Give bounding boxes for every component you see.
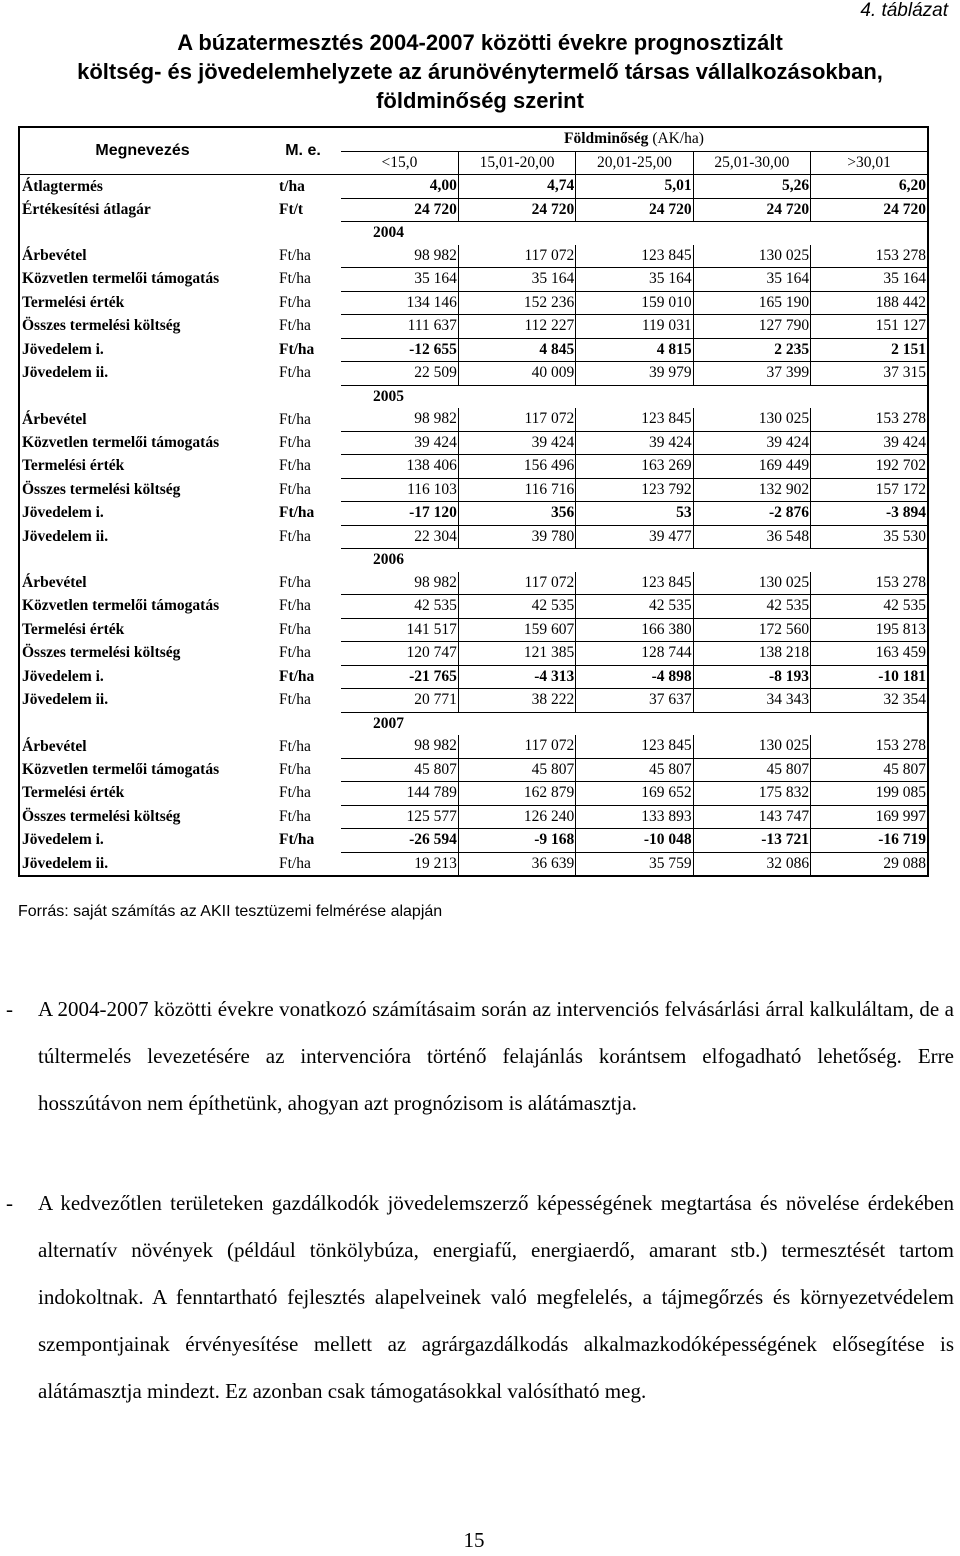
value-cell: 144 789 [341, 782, 458, 806]
value-cell: 36 639 [458, 852, 575, 876]
value-cell: 35 530 [811, 525, 928, 549]
title-line: földminőség szerint [376, 88, 584, 113]
table-row [19, 362, 928, 386]
value-cell: -9 168 [458, 829, 575, 853]
value-cell: 98 982 [341, 408, 458, 431]
value-cell: 4,00 [341, 175, 458, 199]
row-unit: Ft/ha [279, 293, 311, 311]
value-cell: 117 072 [458, 408, 575, 431]
row-label: Jövedelem i. [19, 665, 265, 689]
value-cell: 34 343 [693, 689, 810, 713]
value-cell: 116 716 [458, 478, 575, 502]
value-cell: 37 315 [811, 362, 928, 386]
row-label: Árbevétel [19, 408, 265, 431]
value-cell: 117 072 [458, 245, 575, 268]
table-row [19, 502, 928, 526]
row-unit: Ft/ha [279, 527, 311, 545]
value-cell: 35 164 [811, 268, 928, 292]
value-cell: -12 655 [341, 338, 458, 362]
value-cell: 153 278 [811, 572, 928, 595]
value-cell: 20 771 [341, 689, 458, 713]
year-section-header [19, 549, 928, 572]
value-cell: 123 845 [576, 735, 693, 758]
value-cell: 98 982 [341, 735, 458, 758]
value-cell: 42 535 [693, 595, 810, 619]
table-row [19, 408, 928, 431]
value-cell: 153 278 [811, 245, 928, 268]
value-cell: 39 424 [693, 431, 810, 455]
value-cell: -2 876 [693, 502, 810, 526]
value-cell: 157 172 [811, 478, 928, 502]
row-label: Árbevétel [19, 572, 265, 595]
paragraph-text: A 2004-2007 közötti évekre vonatkozó számításaim során az intervenciós felvásárlási árral kalkuláltam, de a túltermelés levezetésére az intervencióra történő felajánlás korántsem elfogadható lehetőség. Erre hosszútávon nem építhetünk, ahogyan azt prognózisom is alátámasztja. [38, 997, 954, 1115]
table-row [19, 595, 928, 619]
value-cell: 117 072 [458, 572, 575, 595]
value-cell: -13 721 [693, 829, 810, 853]
value-cell: 35 759 [576, 852, 693, 876]
row-label: Közvetlen termelői támogatás [19, 431, 265, 455]
value-cell: 195 813 [811, 618, 928, 642]
table-row [19, 735, 928, 758]
header-row-group [19, 127, 928, 151]
value-cell: 163 459 [811, 642, 928, 666]
value-cell: 45 807 [458, 758, 575, 782]
row-label: Közvetlen termelői támogatás [19, 758, 265, 782]
table-row [19, 642, 928, 666]
table-row [19, 782, 928, 806]
value-cell: 120 747 [341, 642, 458, 666]
value-cell: 38 222 [458, 689, 575, 713]
data-table [18, 126, 929, 877]
table-row [19, 665, 928, 689]
value-cell: 32 086 [693, 852, 810, 876]
header-name: Megnevezés [19, 127, 265, 175]
row-label: Összes termelési költség [19, 642, 265, 666]
header-soil-quality [341, 127, 928, 151]
value-cell: 125 577 [341, 805, 458, 829]
row-label: Jövedelem ii. [19, 852, 265, 876]
row-label: Jövedelem i. [19, 502, 265, 526]
value-cell: 169 997 [811, 805, 928, 829]
table-row [19, 689, 928, 713]
row-unit: Ft/ha [279, 574, 311, 591]
row-unit: Ft/ha [279, 504, 315, 522]
table-row [19, 245, 928, 268]
table-title [0, 28, 960, 115]
value-cell: 45 807 [576, 758, 693, 782]
value-cell: 128 744 [576, 642, 693, 666]
table-row [19, 572, 928, 595]
value-cell: 119 031 [576, 315, 693, 339]
value-cell: -16 719 [811, 829, 928, 853]
value-cell: 123 792 [576, 478, 693, 502]
row-unit: Ft/ha [279, 433, 311, 451]
value-cell: 127 790 [693, 315, 810, 339]
row-unit: Ft/ha [279, 760, 311, 778]
year-spacer [19, 222, 341, 245]
paragraph [0, 1180, 960, 1415]
row-unit: Ft/ha [279, 364, 311, 382]
value-cell: 45 807 [811, 758, 928, 782]
table-row [19, 431, 928, 455]
range-header: <15,0 [341, 151, 458, 175]
row-label: Összes termelési költség [19, 478, 265, 502]
table-row [19, 852, 928, 876]
year-label: 2006 [341, 549, 928, 572]
row-label: Árbevétel [19, 735, 265, 758]
value-cell: 163 269 [576, 455, 693, 479]
value-cell: -10 048 [576, 829, 693, 853]
range-header: 25,01-30,00 [693, 151, 810, 175]
value-cell: -3 894 [811, 502, 928, 526]
row-unit: Ft/ha [279, 620, 311, 638]
table-row [19, 291, 928, 315]
value-cell: 4,74 [458, 175, 575, 199]
value-cell: -26 594 [341, 829, 458, 853]
year-section-header [19, 385, 928, 408]
row-label: Közvetlen termelői támogatás [19, 268, 265, 292]
value-cell: 39 424 [576, 431, 693, 455]
value-cell: 162 879 [458, 782, 575, 806]
value-cell: 24 720 [693, 198, 810, 222]
row-label: Árbevétel [19, 245, 265, 268]
value-cell: 42 535 [341, 595, 458, 619]
row-label: Jövedelem ii. [19, 362, 265, 386]
value-cell: 133 893 [576, 805, 693, 829]
value-cell: 123 845 [576, 572, 693, 595]
row-unit: Ft/ha [279, 457, 311, 475]
source-note: Forrás: saját számítás az AKII tesztüzemi felmérése alapján [18, 903, 443, 920]
value-cell: -21 765 [341, 665, 458, 689]
table-row [19, 758, 928, 782]
header-unit: M. e. [265, 127, 341, 175]
table-row [19, 175, 928, 199]
value-cell: 132 902 [693, 478, 810, 502]
row-label: Jövedelem i. [19, 829, 265, 853]
value-cell: 138 218 [693, 642, 810, 666]
value-cell: 35 164 [458, 268, 575, 292]
value-cell: 40 009 [458, 362, 575, 386]
row-label: Átlagtermés [19, 175, 265, 199]
value-cell: 165 190 [693, 291, 810, 315]
row-unit: Ft/ha [279, 644, 311, 662]
table-row [19, 478, 928, 502]
value-cell: 2 151 [811, 338, 928, 362]
year-label: 2007 [341, 712, 928, 735]
value-cell: 5,26 [693, 175, 810, 199]
value-cell: -8 193 [693, 665, 810, 689]
value-cell: 153 278 [811, 735, 928, 758]
range-header: 20,01-25,00 [576, 151, 693, 175]
value-cell: 32 354 [811, 689, 928, 713]
paragraph-dash: - [6, 997, 13, 1021]
value-cell: 39 424 [811, 431, 928, 455]
year-label: 2005 [341, 385, 928, 408]
value-cell: 24 720 [576, 198, 693, 222]
value-cell: 24 720 [458, 198, 575, 222]
value-cell: 123 845 [576, 408, 693, 431]
value-cell: 42 535 [458, 595, 575, 619]
row-unit: Ft/ha [265, 852, 341, 876]
paragraph-dash: - [6, 1191, 13, 1215]
value-cell: 35 164 [341, 268, 458, 292]
value-cell: 112 227 [458, 315, 575, 339]
value-cell: 159 607 [458, 618, 575, 642]
value-cell: 153 278 [811, 408, 928, 431]
row-label: Jövedelem ii. [19, 525, 265, 549]
row-unit: Ft/ha [279, 597, 311, 615]
value-cell: 199 085 [811, 782, 928, 806]
row-unit: Ft/ha [279, 737, 311, 755]
value-cell: 169 449 [693, 455, 810, 479]
value-cell: 29 088 [811, 852, 928, 876]
row-label: Termelési érték [19, 618, 265, 642]
value-cell: 130 025 [693, 735, 810, 758]
row-unit: Ft/ha [279, 317, 311, 335]
table-row [19, 315, 928, 339]
value-cell: 141 517 [341, 618, 458, 642]
value-cell: 356 [458, 502, 575, 526]
row-unit: Ft/ha [279, 807, 311, 825]
row-unit: Ft/ha [279, 784, 311, 802]
value-cell: 2 235 [693, 338, 810, 362]
row-unit: Ft/ha [279, 340, 315, 358]
table-row [19, 829, 928, 853]
row-unit: Ft/ha [279, 247, 311, 264]
value-cell: 126 240 [458, 805, 575, 829]
page-number: 15 [463, 1528, 485, 1552]
table-row [19, 338, 928, 362]
row-unit: Ft/ha [279, 667, 315, 685]
header-group-bold: Földminőség [564, 130, 649, 148]
row-label: Összes termelési költség [19, 805, 265, 829]
value-cell: 175 832 [693, 782, 810, 806]
value-cell: 39 979 [576, 362, 693, 386]
table-row [19, 455, 928, 479]
value-cell: 123 845 [576, 245, 693, 268]
title-line: költség- és jövedelemhelyzete az árunövénytermelő társas vállalkozásokban, [77, 59, 883, 84]
value-cell: 98 982 [341, 572, 458, 595]
value-cell: 130 025 [693, 572, 810, 595]
value-cell: 138 406 [341, 455, 458, 479]
table-row [19, 618, 928, 642]
value-cell: 130 025 [693, 245, 810, 268]
table-row [19, 198, 928, 222]
value-cell: 39 780 [458, 525, 575, 549]
value-cell: 143 747 [693, 805, 810, 829]
value-cell: 192 702 [811, 455, 928, 479]
row-unit: Ft/t [279, 200, 304, 218]
table-number-label: 4. táblázat [860, 0, 948, 21]
value-cell: 53 [576, 502, 693, 526]
range-header: 15,01-20,00 [458, 151, 575, 175]
value-cell: 35 164 [693, 268, 810, 292]
value-cell: 24 720 [341, 198, 458, 222]
value-cell: 169 652 [576, 782, 693, 806]
value-cell: 134 146 [341, 291, 458, 315]
value-cell: 172 560 [693, 618, 810, 642]
row-label: Értékesítési átlagár [19, 198, 265, 222]
row-label: Termelési érték [19, 455, 265, 479]
row-label: Jövedelem i. [19, 338, 265, 362]
value-cell: 117 072 [458, 735, 575, 758]
value-cell: 116 103 [341, 478, 458, 502]
value-cell: 24 720 [811, 198, 928, 222]
table-row [19, 268, 928, 292]
paragraph [0, 986, 960, 1127]
value-cell: 4 815 [576, 338, 693, 362]
row-label: Termelési érték [19, 291, 265, 315]
row-label: Jövedelem ii. [19, 689, 265, 713]
row-label: Közvetlen termelői támogatás [19, 595, 265, 619]
value-cell: 152 236 [458, 291, 575, 315]
row-unit: Ft/ha [279, 480, 311, 498]
value-cell: 37 399 [693, 362, 810, 386]
value-cell: 22 509 [341, 362, 458, 386]
value-cell: 39 477 [576, 525, 693, 549]
row-label: Termelési érték [19, 782, 265, 806]
value-cell: -10 181 [811, 665, 928, 689]
value-cell: 19 213 [341, 852, 458, 876]
year-spacer [19, 385, 341, 408]
row-unit: t/ha [279, 177, 305, 195]
year-spacer [19, 712, 341, 735]
table-row [19, 805, 928, 829]
range-header: >30,01 [811, 151, 928, 175]
value-cell: 151 127 [811, 315, 928, 339]
row-label: Összes termelési költség [19, 315, 265, 339]
row-unit: Ft/ha [279, 691, 311, 709]
value-cell: 4 845 [458, 338, 575, 362]
value-cell: 35 164 [576, 268, 693, 292]
value-cell: -4 898 [576, 665, 693, 689]
value-cell: 121 385 [458, 642, 575, 666]
value-cell: 39 424 [458, 431, 575, 455]
table-row [19, 525, 928, 549]
value-cell: 111 637 [341, 315, 458, 339]
paragraph-text: A kedvezőtlen területeken gazdálkodók jövedelemszerző képességének megtartása és növelése érdekében alternatív növények (például tönkölybúza, energiafű, energiaerdő, amarant stb.) termesztését tartom indokoltnak. A fenntartható fejlesztés alapelveinek való megfelelés, a tájmegőrzés és környezetvédelem szempontjainak érvényesítése mellett az agrárgazdálkodás alkalmazkodóképességének elősegítése is alátámasztja mindezt. Ez azonban csak támogatásokkal valósítható meg. [38, 1191, 954, 1403]
value-cell: 37 637 [576, 689, 693, 713]
value-cell: 6,20 [811, 175, 928, 199]
value-cell: 36 548 [693, 525, 810, 549]
value-cell: 98 982 [341, 245, 458, 268]
value-cell: 45 807 [341, 758, 458, 782]
year-spacer [19, 549, 341, 572]
value-cell: -4 313 [458, 665, 575, 689]
year-section-header [19, 222, 928, 245]
value-cell: 42 535 [811, 595, 928, 619]
header-group-unit: (AK/ha) [648, 130, 704, 148]
value-cell: 156 496 [458, 455, 575, 479]
value-cell: 166 380 [576, 618, 693, 642]
value-cell: 130 025 [693, 408, 810, 431]
title-line: A búzatermesztés 2004-2007 közötti évekre prognosztizált [177, 30, 783, 55]
value-cell: 5,01 [576, 175, 693, 199]
value-cell: 45 807 [693, 758, 810, 782]
year-label: 2004 [341, 222, 928, 245]
year-section-header [19, 712, 928, 735]
value-cell: 22 304 [341, 525, 458, 549]
value-cell: 159 010 [576, 291, 693, 315]
row-unit: Ft/ha [279, 831, 315, 849]
row-unit: Ft/ha [279, 270, 311, 288]
row-unit: Ft/ha [279, 410, 311, 428]
value-cell: -17 120 [341, 502, 458, 526]
value-cell: 42 535 [576, 595, 693, 619]
value-cell: 188 442 [811, 291, 928, 315]
value-cell: 39 424 [341, 431, 458, 455]
